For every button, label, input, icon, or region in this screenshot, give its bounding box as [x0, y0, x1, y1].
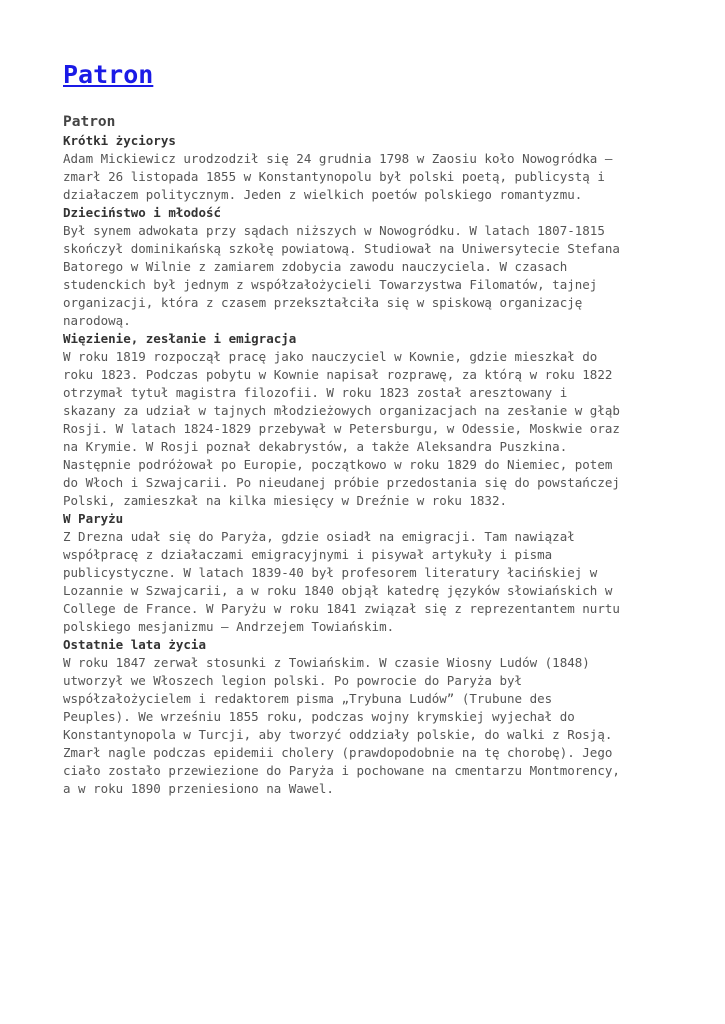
section-heading: Dzieciństwo i młodość	[63, 205, 222, 220]
post-title: Patron	[63, 114, 116, 130]
section-childhood	[63, 204, 675, 330]
section-heading: Krótki życiorys	[63, 133, 176, 148]
section-paris	[63, 510, 675, 636]
section-body: W roku 1847 zerwał stosunki z Towiańskim. W czasie Wiosny Ludów (1848) utworzył we Włoszech legion polski. Po powrocie do Paryża był współzałożycielem i redaktorem pisma „Trybuna Ludów” (Trubune des Peuples). We wrześniu 1855 roku, podczas wojny krymskiej wyjechał do Konstantynopola w Turcji, aby tworzyć oddziały polskie, do walki z Rosją. Zmarł nagle podczas epidemii cholery (prawdopodobnie na tę chorobę). Jego ciało zostało przewiezione do Paryża i pochowane na cmentarzu Montmorency, a w roku 1890 przeniesiono na Wawel.	[63, 655, 620, 796]
section-body: Z Drezna udał się do Paryża, gdzie osiadł na emigracji. Tam nawiązał współpracę z działaczami emigracyjnymi i pisywał artykuły i pisma publicystyczne. W latach 1839-40 był profesorem literatury łacińskiej w Lozannie w Szwajcarii, a w roku 1840 objął katedrę języków słowiańskich w College de France. W Paryżu w roku 1841 związał się z reprezentantem nurtu polskiego mesjanizmu – Andrzejem Towiańskim.	[63, 529, 620, 634]
document-page	[63, 58, 675, 798]
section-heading: Ostatnie lata życia	[63, 637, 206, 652]
section-heading: W Paryżu	[63, 511, 124, 526]
page-title-link[interactable]: Patron	[63, 60, 154, 89]
section-imprisonment	[63, 330, 675, 510]
section-body: W roku 1819 rozpoczął pracę jako nauczyciel w Kownie, gdzie mieszkał do roku 1823. Podczas pobytu w Kownie napisał rozprawę, za którą w roku 1822 otrzymał tytuł magistra filozofii. W roku 1823 został aresztowany i skazany za udział w tajnych młodzieżowych organizacjach na zesłanie w głąb Rosji. W latach 1824-1829 przebywał w Petersburgu, w Odessie, Moskwie oraz na Krymie. W Rosji poznał dekabrystów, a także Aleksandra Puszkina. Następnie podróżował po Europie, początkowo w roku 1829 do Niemiec, potem do Włoch i Szwajcarii. Po nieudanej próbie przedostania się do powstańczej Polski, zamieszkał na kilka miesięcy w Dreźnie w roku 1832.	[63, 349, 620, 508]
section-last-years	[63, 636, 675, 798]
section-body: Był synem adwokata przy sądach niższych w Nowogródku. W latach 1807-1815 skończył dominikańską szkołę powiatową. Studiował na Uniwersytecie Stefana Batorego w Wilnie z zamiarem zdobycia zawodu nauczyciela. W czasach studenckich był jednym z współzałożycieli Towarzystwa Filomatów, tajnej organizacji, która z czasem przekształciła się w spiskową organizację narodową.	[63, 223, 620, 328]
section-heading: Więzienie, zesłanie i emigracja	[63, 331, 297, 346]
section-biography	[63, 132, 675, 204]
section-body: Adam Mickiewicz urodzodził się 24 grudnia 1798 w Zaosiu koło Nowogródka – zmarł 26 listopada 1855 w Konstantynopolu był polski poetą, publicystą i działaczem politycznym. Jeden z wielkich poetów polskiego romantyzmu.	[63, 151, 613, 202]
